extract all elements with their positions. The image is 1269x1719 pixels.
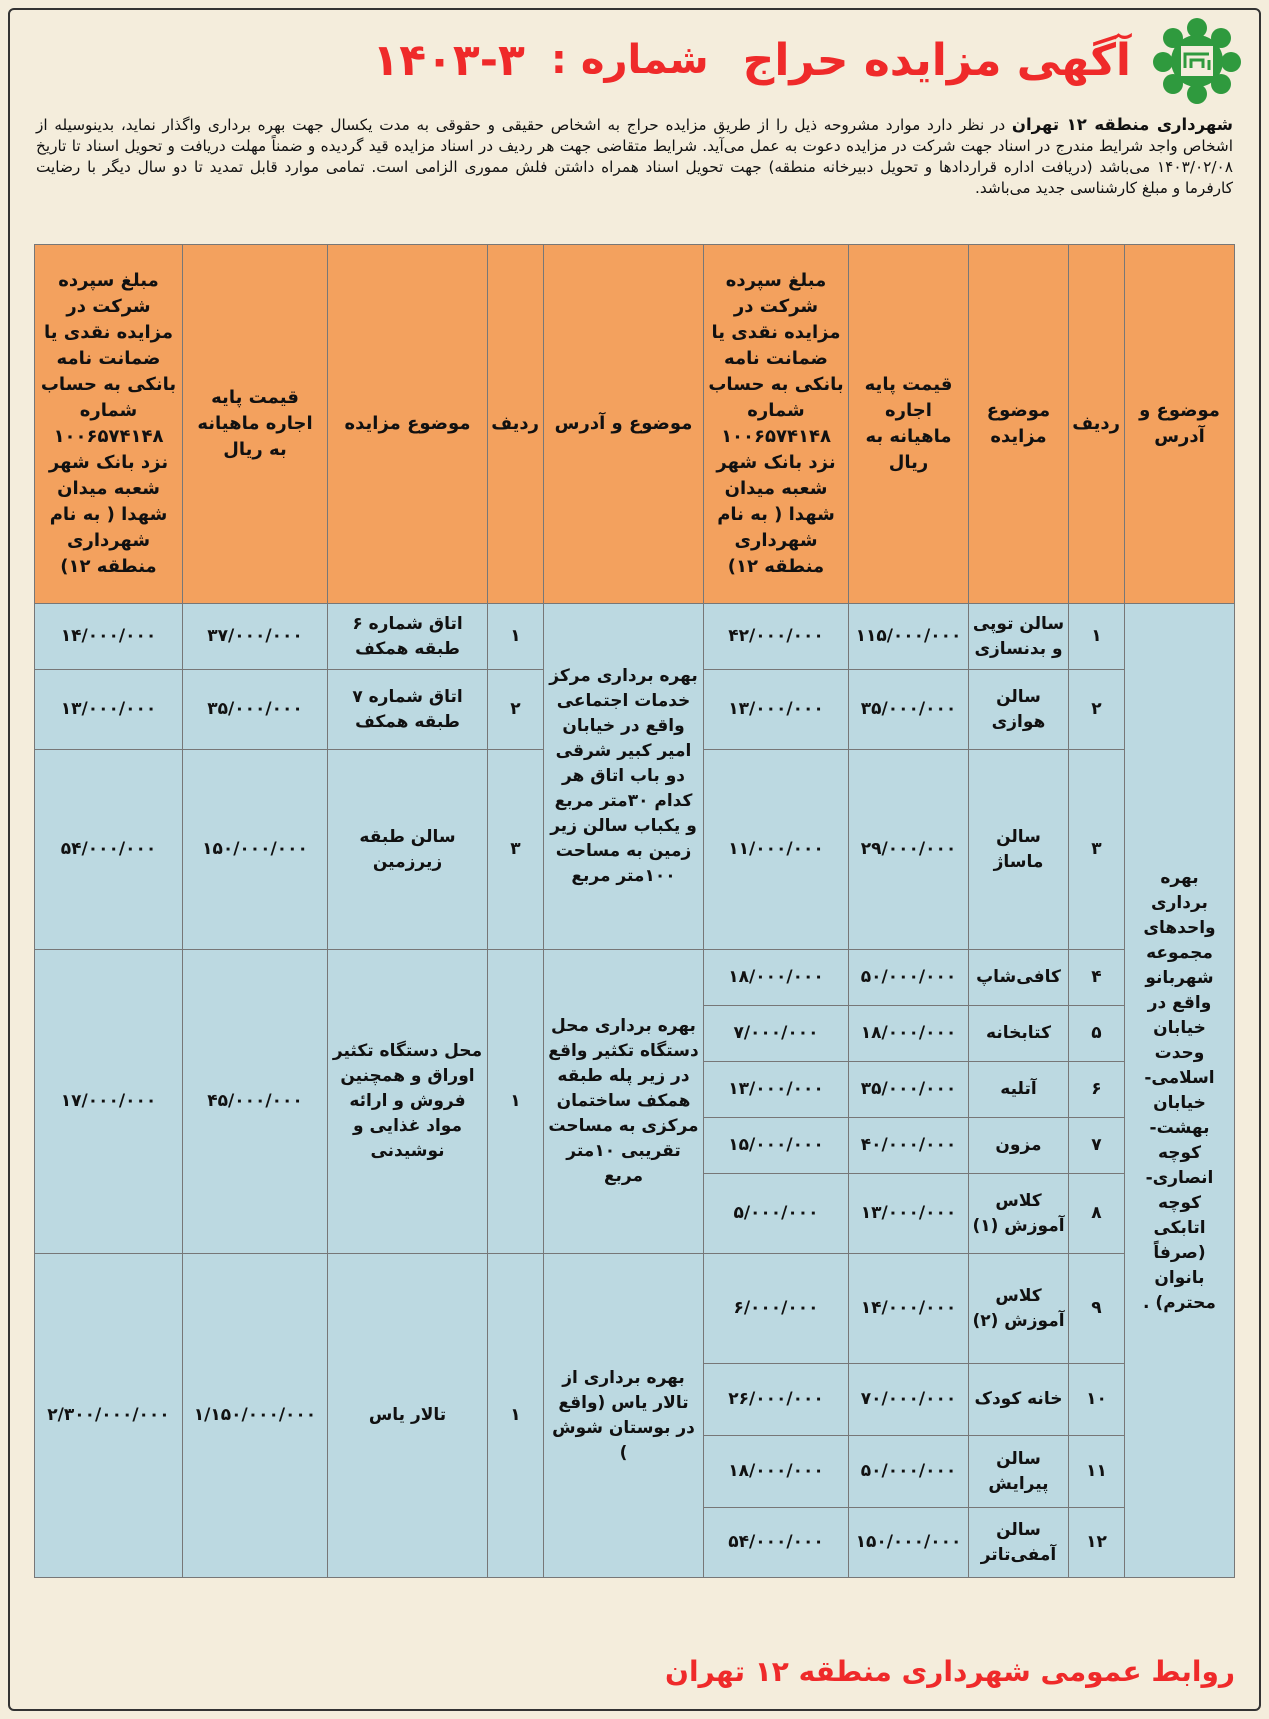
header-base-price: قیمت پایه اجاره ماهیانه به ریال bbox=[849, 245, 969, 604]
auction-subject: اتاق شماره ۷ طبقه همکف bbox=[328, 670, 488, 750]
row-number: ۲ bbox=[1069, 670, 1125, 750]
left-group-address: بهره برداری مرکز خدمات اجتماعی واقع در خیابان امیر کبیر شرقی دو باب اتاق هر کدام ۳۰متر مربع و یکباب سالن زیر زمین به مساحت ۱۰۰متر مربع bbox=[544, 604, 704, 950]
row-number: ۵ bbox=[1069, 1006, 1125, 1062]
deposit-amount: ۴۲/۰۰۰/۰۰۰ bbox=[704, 604, 849, 670]
header-row: ردیف bbox=[488, 245, 544, 604]
deposit-amount: ۱۳/۰۰۰/۰۰۰ bbox=[35, 670, 183, 750]
deposit-amount: ۷/۰۰۰/۰۰۰ bbox=[704, 1006, 849, 1062]
deposit-amount: ۱۳/۰۰۰/۰۰۰ bbox=[704, 670, 849, 750]
row-number: ۱ bbox=[488, 1254, 544, 1578]
auction-subject: سالن توپی و بدنسازی bbox=[969, 604, 1069, 670]
row-number: ۳ bbox=[488, 750, 544, 950]
row-number: ۳ bbox=[1069, 750, 1125, 950]
deposit-amount: ۵/۰۰۰/۰۰۰ bbox=[704, 1174, 849, 1254]
row-number: ۱ bbox=[488, 950, 544, 1254]
auction-subject: کلاس آموزش (۲) bbox=[969, 1254, 1069, 1364]
auction-subject: سالن هوازی bbox=[969, 670, 1069, 750]
base-price: ۱۵۰/۰۰۰/۰۰۰ bbox=[849, 1508, 969, 1578]
base-price: ۱۳/۰۰۰/۰۰۰ bbox=[849, 1174, 969, 1254]
header-subject-address: موضوع و آدرس bbox=[544, 245, 704, 604]
auction-subject: مزون bbox=[969, 1118, 1069, 1174]
base-price: ۱۵۰/۰۰۰/۰۰۰ bbox=[183, 750, 328, 950]
row-number: ۱۰ bbox=[1069, 1364, 1125, 1436]
intro-text: در نظر دارد موارد مشروحه ذیل را از طریق مزایده حراج به اشخاص حقیقی و حقوقی به مدت یکسال جهت بهره برداری واگذار نماید، بدینوسیله از اشخاص واجد شرایط مندرج در اسناد جهت شرکت در مزایده دعوت به عمل می‌آید. شرایط متقاضی جهت هر ردیف در اسناد مزایده قید گردیده و ضمناً مهلت دریافت و تحویل اسناد تا تاریخ ۱۴۰۳/۰۲/۰۸ می‌باشد (دریافت اداره قراردادها و تحویل دبیرخانه منطقه) جهت تحویل اسناد همراه داشتن فلش مموری الزامی است. تمامی موارد قابل تمدید تا دو سال دیگر با رضایت کارفرما و مبلغ کارشناسی جدید می‌باشد. bbox=[36, 116, 1233, 197]
deposit-amount: ۲۶/۰۰۰/۰۰۰ bbox=[704, 1364, 849, 1436]
right-group-address: بهره برداری واحدهای مجموعه شهربانو واقع در خیابان وحدت اسلامی- خیابان بهشت- کوچه انصاری- کوچه اتابکی (صرفاً بانوان محترم) . bbox=[1125, 604, 1235, 1578]
header-row: ردیف bbox=[1069, 245, 1125, 604]
row-number: ۹ bbox=[1069, 1254, 1125, 1364]
deposit-amount: ۱۸/۰۰۰/۰۰۰ bbox=[704, 950, 849, 1006]
deposit-amount: ۲/۳۰۰/۰۰۰/۰۰۰ bbox=[35, 1254, 183, 1578]
row-number: ۴ bbox=[1069, 950, 1125, 1006]
header-deposit: مبلغ سپرده شرکت در مزایده نقدی یا ضمانت نامه بانکی به حساب شماره ۱۰۰۶۵۷۴۱۴۸ نزد بانک شهر شعبه میدان شهدا ( به نام شهرداری منطقه ۱۲) bbox=[704, 245, 849, 604]
auction-subject: سالن طبقه زیرزمین bbox=[328, 750, 488, 950]
left-group-address: بهره برداری محل دستگاه تکثیر واقع در زیر پله طبقه همکف ساختمان مرکزی به مساحت تقریبی ۱۰متر مربع bbox=[544, 950, 704, 1254]
auction-subject: خانه کودک bbox=[969, 1364, 1069, 1436]
row-number: ۸ bbox=[1069, 1174, 1125, 1254]
tehran-municipality-logo-icon bbox=[1147, 14, 1247, 106]
base-price: ۲۹/۰۰۰/۰۰۰ bbox=[849, 750, 969, 950]
base-price: ۱۸/۰۰۰/۰۰۰ bbox=[849, 1006, 969, 1062]
ad-header bbox=[22, 14, 1247, 106]
ad-number-label: شماره : bbox=[550, 37, 709, 83]
auction-subject: کافی‌شاپ bbox=[969, 950, 1069, 1006]
base-price: ۳۵/۰۰۰/۰۰۰ bbox=[183, 670, 328, 750]
left-group-address: بهره برداری از تالار یاس (واقع در بوستان شوش ) bbox=[544, 1254, 704, 1578]
table-row bbox=[35, 950, 1235, 1006]
deposit-amount: ۱۳/۰۰۰/۰۰۰ bbox=[704, 1062, 849, 1118]
base-price: ۳۵/۰۰۰/۰۰۰ bbox=[849, 1062, 969, 1118]
base-price: ۳۵/۰۰۰/۰۰۰ bbox=[849, 670, 969, 750]
footer-text: روابط عمومی شهرداری منطقه ۱۲ تهران bbox=[665, 1654, 1235, 1688]
header-base-price: قیمت پایه اجاره ماهیانه به ریال bbox=[183, 245, 328, 604]
row-number: ۶ bbox=[1069, 1062, 1125, 1118]
ad-number-value: ۱۴۰۳-۳ bbox=[372, 34, 525, 86]
deposit-amount: ۱۷/۰۰۰/۰۰۰ bbox=[35, 950, 183, 1254]
deposit-amount: ۶/۰۰۰/۰۰۰ bbox=[704, 1254, 849, 1364]
auction-subject: سالن آمفی‌تاتر bbox=[969, 1508, 1069, 1578]
table-row bbox=[35, 604, 1235, 670]
deposit-amount: ۵۴/۰۰۰/۰۰۰ bbox=[35, 750, 183, 950]
row-number: ۱۱ bbox=[1069, 1436, 1125, 1508]
table-header-row bbox=[35, 245, 1235, 604]
ad-footer bbox=[34, 1649, 1235, 1693]
auction-subject: اتاق شماره ۶ طبقه همکف bbox=[328, 604, 488, 670]
base-price: ۴۵/۰۰۰/۰۰۰ bbox=[183, 950, 328, 1254]
base-price: ۱۱۵/۰۰۰/۰۰۰ bbox=[849, 604, 969, 670]
row-number: ۲ bbox=[488, 670, 544, 750]
org-name: شهرداری منطقه ۱۲ تهران bbox=[1011, 115, 1234, 134]
row-number: ۱۲ bbox=[1069, 1508, 1125, 1578]
deposit-amount: ۱۵/۰۰۰/۰۰۰ bbox=[704, 1118, 849, 1174]
table-row bbox=[35, 1254, 1235, 1364]
header-subject-address: موضوع و آدرس bbox=[1125, 245, 1235, 604]
base-price: ۴۰/۰۰۰/۰۰۰ bbox=[849, 1118, 969, 1174]
base-price: ۳۷/۰۰۰/۰۰۰ bbox=[183, 604, 328, 670]
auction-subject: کتابخانه bbox=[969, 1006, 1069, 1062]
auction-subject: سالن پیرایش bbox=[969, 1436, 1069, 1508]
auction-subject: محل دستگاه تکثیر اوراق و همچنین فروش و ارائه مواد غذایی و نوشیدنی bbox=[328, 950, 488, 1254]
base-price: ۱۴/۰۰۰/۰۰۰ bbox=[849, 1254, 969, 1364]
deposit-amount: ۱۸/۰۰۰/۰۰۰ bbox=[704, 1436, 849, 1508]
row-number: ۱ bbox=[488, 604, 544, 670]
auction-subject: کلاس آموزش (۱) bbox=[969, 1174, 1069, 1254]
auction-subject: آتلیه bbox=[969, 1062, 1069, 1118]
auction-subject: تالار یاس bbox=[328, 1254, 488, 1578]
auction-table bbox=[34, 244, 1235, 1578]
auction-subject: سالن ماساژ bbox=[969, 750, 1069, 950]
deposit-amount: ۵۴/۰۰۰/۰۰۰ bbox=[704, 1508, 849, 1578]
header-deposit: مبلغ سپرده شرکت در مزایده نقدی یا ضمانت نامه بانکی به حساب شماره ۱۰۰۶۵۷۴۱۴۸ نزد بانک شهر شعبه میدان شهدا ( به نام شهرداری منطقه ۱۲) bbox=[35, 245, 183, 604]
header-auction-subject: موضوع مزایده bbox=[328, 245, 488, 604]
base-price: ۵۰/۰۰۰/۰۰۰ bbox=[849, 950, 969, 1006]
ad-title: آگهی مزایده حراج bbox=[742, 34, 1131, 86]
deposit-amount: ۱۱/۰۰۰/۰۰۰ bbox=[704, 750, 849, 950]
ad-intro-paragraph bbox=[36, 114, 1233, 199]
deposit-amount: ۱۴/۰۰۰/۰۰۰ bbox=[35, 604, 183, 670]
base-price: ۱/۱۵۰/۰۰۰/۰۰۰ bbox=[183, 1254, 328, 1578]
row-number: ۷ bbox=[1069, 1118, 1125, 1174]
row-number: ۱ bbox=[1069, 604, 1125, 670]
header-auction-subject: موضوع مزایده bbox=[969, 245, 1069, 604]
base-price: ۵۰/۰۰۰/۰۰۰ bbox=[849, 1436, 969, 1508]
base-price: ۷۰/۰۰۰/۰۰۰ bbox=[849, 1364, 969, 1436]
